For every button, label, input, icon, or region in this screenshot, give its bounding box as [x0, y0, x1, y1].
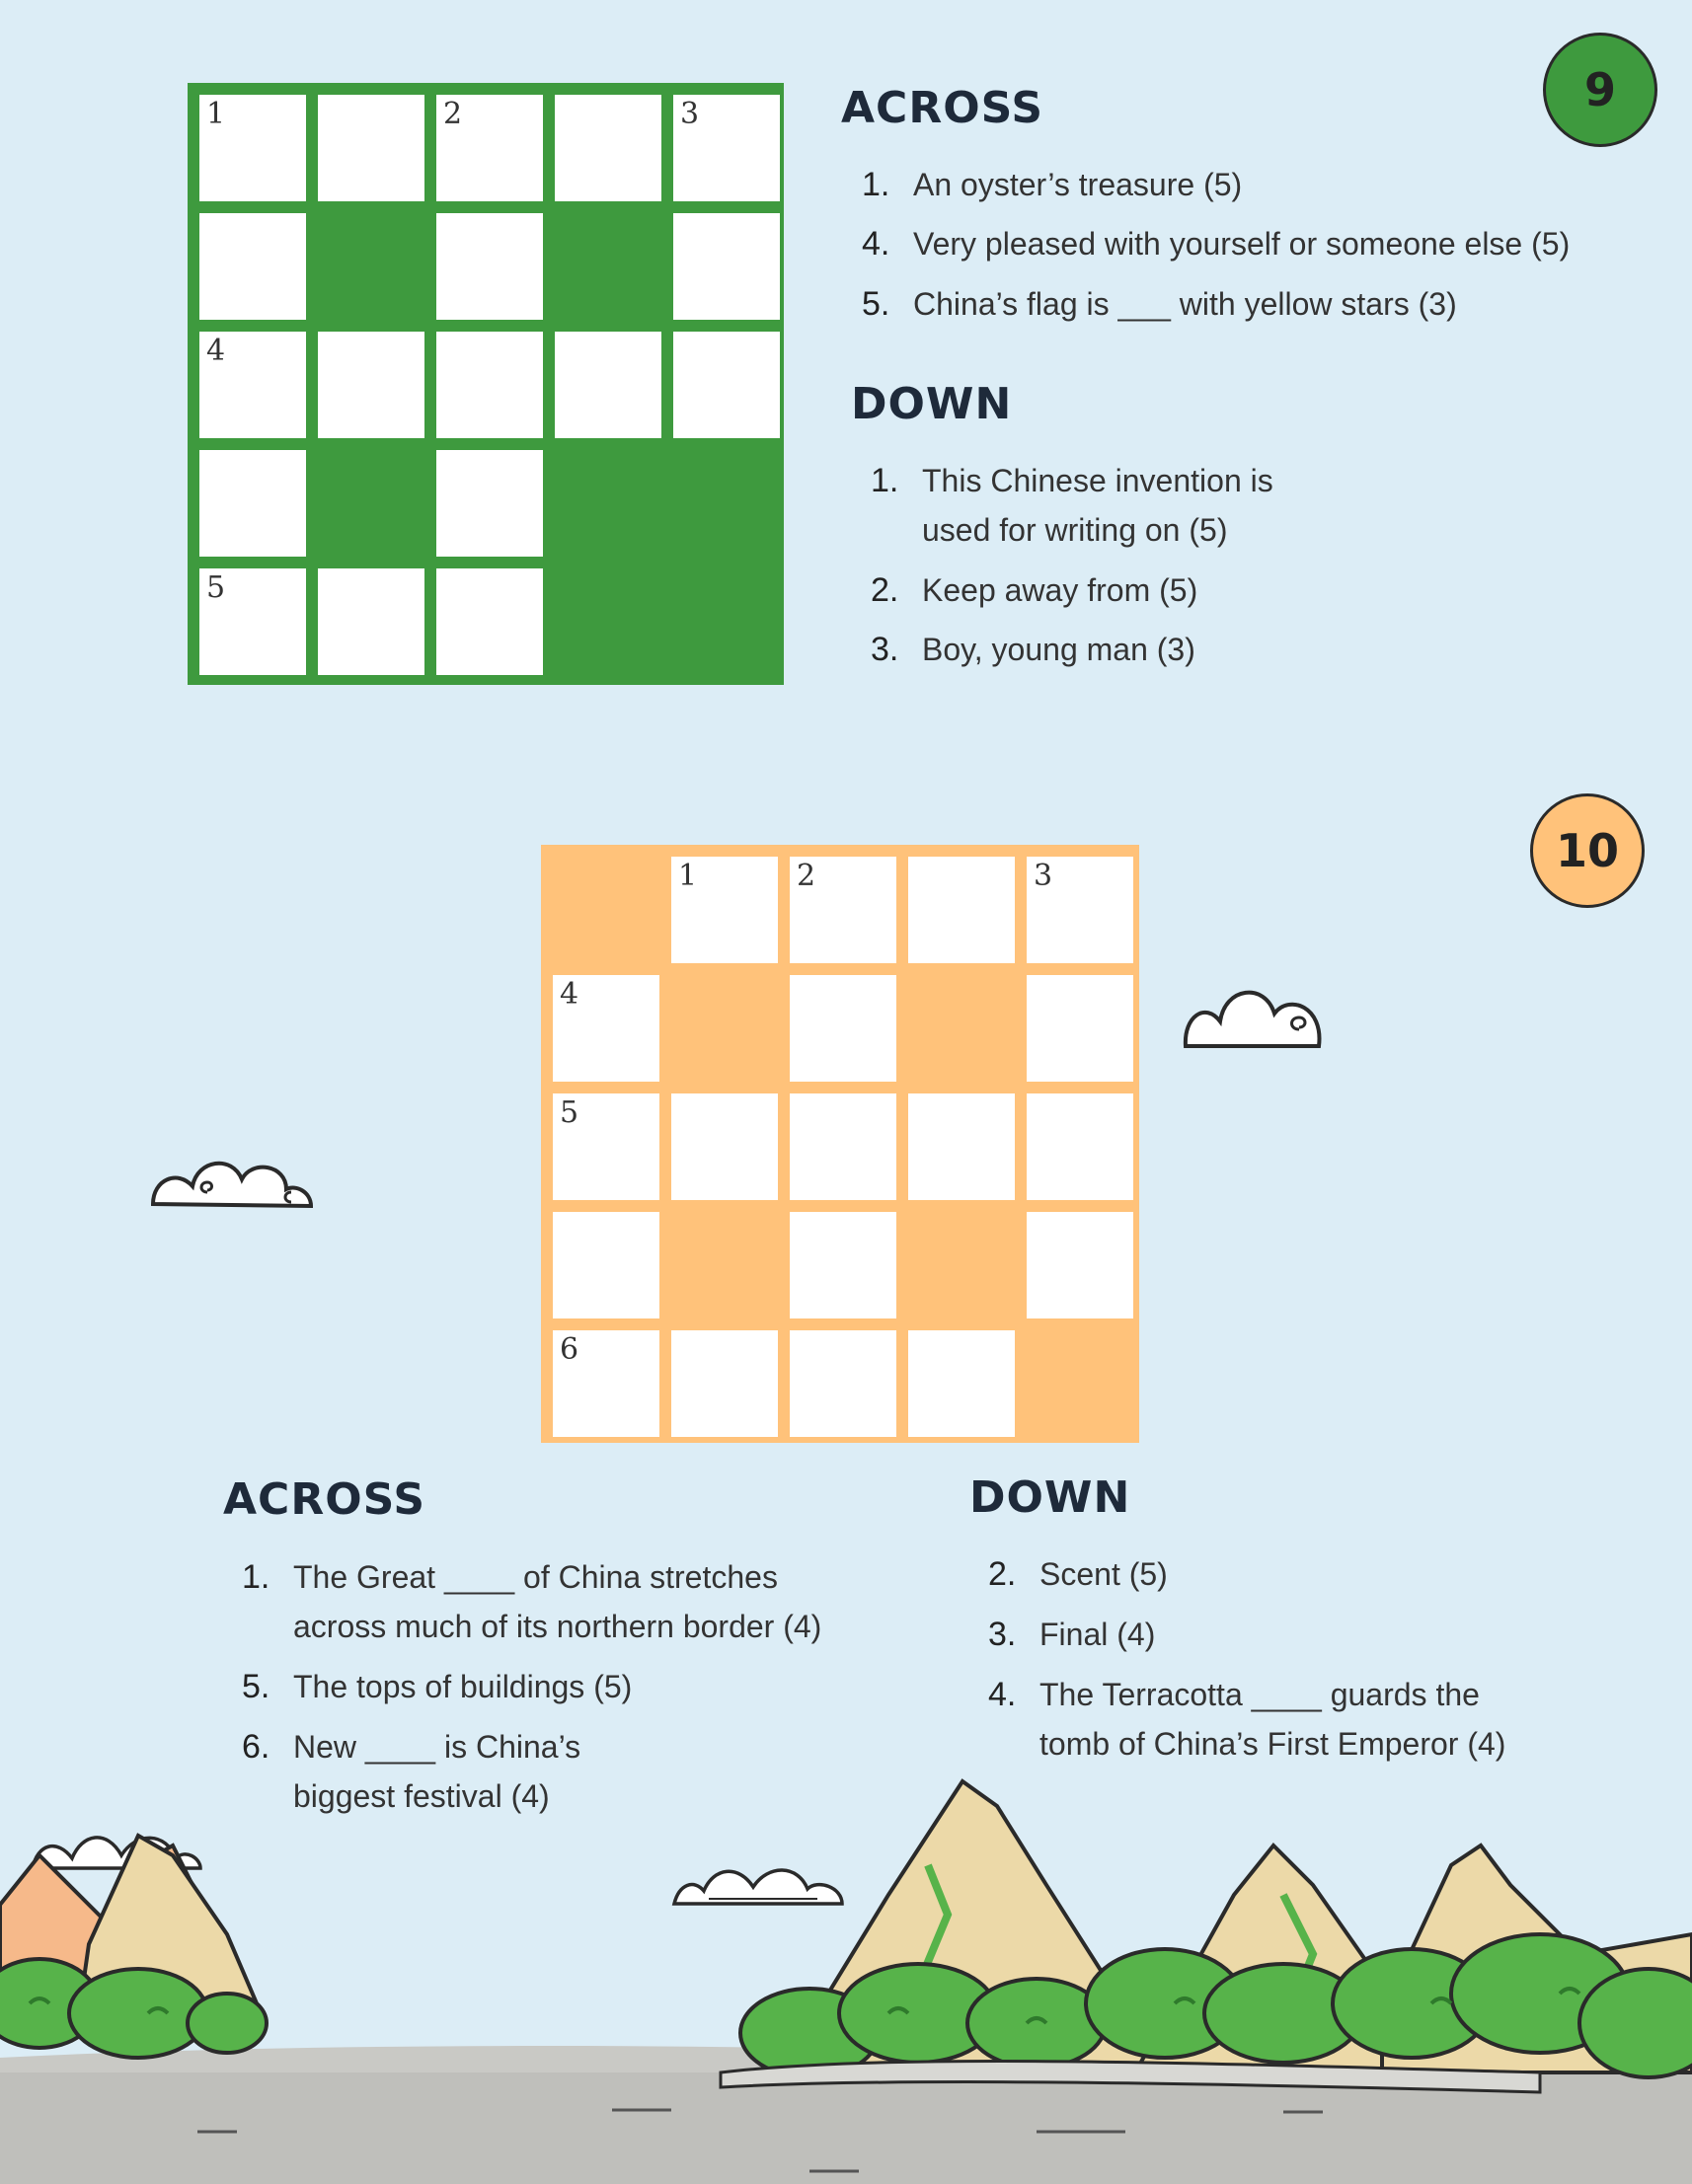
cell-number: 5 — [206, 570, 226, 605]
clue-number: 4. — [862, 225, 890, 263]
cell-number: 2 — [443, 97, 463, 131]
puzzle-9-down-heading: DOWN — [851, 379, 1013, 429]
cell-number: 2 — [797, 859, 816, 893]
puzzle-10-number-badge: 10 — [1530, 793, 1645, 908]
clue-text-line-2: tomb of China’s First Emperor (4) — [1039, 1726, 1506, 1762]
puzzle-9-down-clue-1 — [871, 456, 1273, 555]
crossword-cell[interactable] — [555, 95, 661, 201]
crossword-cell[interactable] — [671, 1093, 778, 1200]
puzzle-10-down-clue-4 — [988, 1670, 1506, 1769]
crossword-cell[interactable] — [790, 1093, 896, 1200]
clue-number: 5. — [242, 1668, 270, 1705]
cell-number: 4 — [560, 977, 579, 1012]
puzzle-9-down-clue-3 — [871, 625, 1195, 674]
clue-text-line-2: across much of its northern border (4) — [293, 1609, 822, 1644]
puzzle-9-across-heading: ACROSS — [841, 83, 1044, 133]
puzzle-10-down-clue-2 — [988, 1549, 1168, 1599]
crossword-cell[interactable] — [436, 95, 543, 201]
crossword-cell[interactable] — [908, 1330, 1015, 1437]
puzzle-9-across-clue-1 — [862, 160, 1243, 209]
crossword-cell[interactable] — [436, 568, 543, 675]
crossword-cell[interactable] — [199, 332, 306, 438]
crossword-cell[interactable] — [1027, 1212, 1133, 1318]
clue-text-line-1: This Chinese invention is — [922, 463, 1273, 498]
clue-text: An oyster’s treasure (5) — [913, 167, 1243, 202]
crossword-cell[interactable] — [318, 95, 424, 201]
clue-text-line-1: The Terracotta ____ guards the — [1039, 1677, 1480, 1712]
cell-number: 1 — [206, 97, 226, 131]
clue-text: Scent (5) — [1039, 1556, 1168, 1592]
cell-number: 5 — [560, 1095, 579, 1130]
puzzle-10-across-clue-1 — [242, 1552, 822, 1651]
cloud-illustration — [1181, 972, 1329, 1051]
clue-text-line-2: used for writing on (5) — [922, 512, 1228, 548]
clue-number: 5. — [862, 285, 890, 323]
clue-number: 1. — [862, 166, 890, 203]
clue-number: 4. — [988, 1676, 1017, 1713]
cell-number: 6 — [560, 1332, 579, 1367]
crossword-cell[interactable] — [199, 213, 306, 320]
clue-text-line-2: biggest festival (4) — [293, 1778, 550, 1814]
clue-number: 6. — [242, 1728, 270, 1766]
crossword-cell[interactable] — [436, 450, 543, 557]
crossword-cell[interactable] — [553, 975, 659, 1082]
crossword-grid-9 — [188, 83, 784, 685]
puzzle-9-across-clue-4 — [862, 219, 1571, 268]
clue-text: Boy, young man (3) — [922, 632, 1195, 667]
crossword-cell[interactable] — [790, 1212, 896, 1318]
clue-number: 2. — [988, 1555, 1017, 1593]
puzzle-9-across-clue-5 — [862, 279, 1457, 329]
clue-text-line-1: The Great ____ of China stretches — [293, 1559, 778, 1595]
crossword-cell[interactable] — [671, 857, 778, 963]
crossword-cell[interactable] — [553, 1093, 659, 1200]
crossword-cell[interactable] — [673, 95, 780, 201]
crossword-cell[interactable] — [1027, 857, 1133, 963]
crossword-cell[interactable] — [790, 857, 896, 963]
clue-text-line-1: New ____ is China’s — [293, 1729, 581, 1765]
puzzle-10-down-heading: DOWN — [969, 1472, 1131, 1523]
cell-number: 1 — [678, 859, 698, 893]
clue-text: Very pleased with yourself or someone else (5) — [913, 226, 1571, 262]
puzzle-10-down-clue-3 — [988, 1610, 1156, 1659]
crossword-cell[interactable] — [790, 1330, 896, 1437]
crossword-cell[interactable] — [436, 213, 543, 320]
crossword-grid-10 — [541, 845, 1139, 1443]
crossword-cell[interactable] — [673, 213, 780, 320]
clue-text: Keep away from (5) — [922, 572, 1198, 608]
mountain-landscape-illustration — [0, 1776, 1692, 2184]
crossword-cell[interactable] — [553, 1212, 659, 1318]
clue-number: 2. — [871, 571, 899, 609]
puzzle-10-across-clue-5 — [242, 1662, 633, 1711]
clue-number: 3. — [871, 631, 899, 668]
crossword-cell[interactable] — [908, 857, 1015, 963]
crossword-cell[interactable] — [436, 332, 543, 438]
crossword-cell[interactable] — [1027, 975, 1133, 1082]
cloud-illustration — [148, 1135, 316, 1214]
puzzle-9-number-badge: 9 — [1543, 33, 1657, 147]
cell-number: 3 — [1034, 859, 1053, 893]
crossword-cell[interactable] — [671, 1330, 778, 1437]
crossword-cell[interactable] — [199, 450, 306, 557]
puzzle-10-across-heading: ACROSS — [223, 1474, 426, 1525]
clue-text: China’s flag is ___ with yellow stars (3) — [913, 286, 1457, 322]
crossword-cell[interactable] — [555, 332, 661, 438]
crossword-cell[interactable] — [553, 1330, 659, 1437]
crossword-cell[interactable] — [199, 568, 306, 675]
clue-number: 1. — [871, 462, 899, 499]
clue-number: 3. — [988, 1616, 1017, 1653]
crossword-cell[interactable] — [673, 332, 780, 438]
clue-text: Final (4) — [1039, 1617, 1156, 1652]
clue-text: The tops of buildings (5) — [293, 1669, 633, 1704]
crossword-cell[interactable] — [318, 332, 424, 438]
crossword-cell[interactable] — [908, 1093, 1015, 1200]
cell-number: 4 — [206, 334, 226, 368]
crossword-cell[interactable] — [318, 568, 424, 675]
puzzle-9-down-clue-2 — [871, 565, 1198, 615]
clue-number: 1. — [242, 1558, 270, 1596]
crossword-cell[interactable] — [790, 975, 896, 1082]
crossword-cell[interactable] — [1027, 1093, 1133, 1200]
crossword-cell[interactable] — [199, 95, 306, 201]
cell-number: 3 — [680, 97, 700, 131]
